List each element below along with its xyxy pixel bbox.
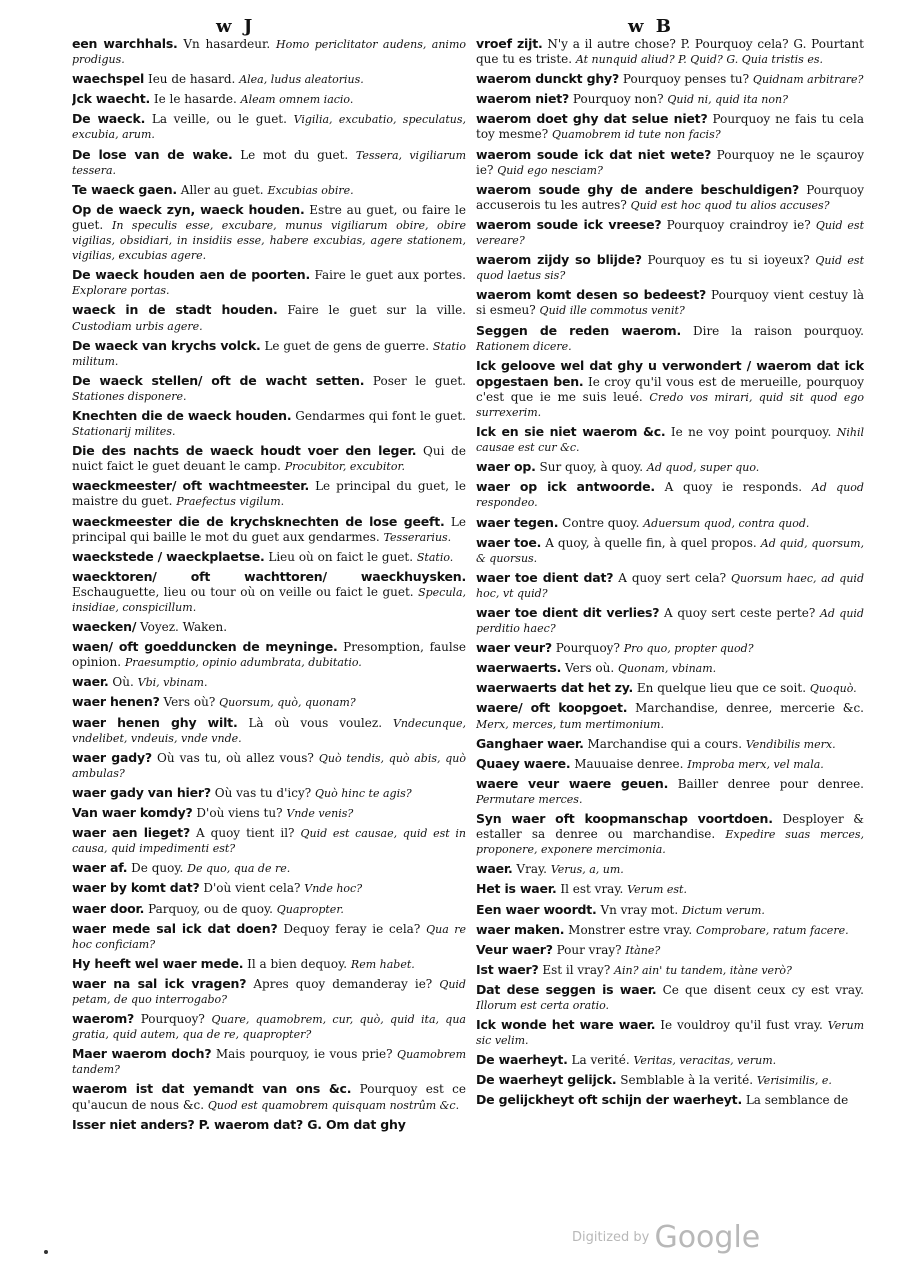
dictionary-entry <box>72 956 466 972</box>
entry-latin: Quidnam arbitrare? <box>752 73 864 87</box>
entry-french: Est il vray? <box>542 962 611 977</box>
entry-headword: waer tegen. <box>476 514 559 530</box>
entry-latin: Stationarij milites. <box>72 425 176 439</box>
entry-latin: Quamobrem id tute non facis? <box>552 128 721 142</box>
entry-latin: Quorsum haec, ad quid hoc, vt quid? <box>476 571 864 600</box>
dictionary-entry <box>72 338 466 369</box>
entry-latin: Ad quod respondeo. <box>476 481 864 510</box>
dictionary-entry <box>72 921 466 952</box>
entry-latin: Verum sic velim. <box>476 1019 864 1048</box>
entry-headword: waer toe dient dat? <box>476 569 614 585</box>
entry-french: Marchandise, denree, mercerie &c. <box>635 701 864 716</box>
entry-headword: Jck waecht. <box>72 91 151 107</box>
entry-latin: Rationem dicere. <box>476 339 572 353</box>
dictionary-entry <box>476 982 864 1013</box>
dictionary-entry <box>72 639 466 670</box>
entry-latin: Quamobrem tandem? <box>72 1048 466 1077</box>
entry-french: A quoy tient il? <box>196 826 295 841</box>
entry-french: Qui de nuict faict le guet deuant le camp. <box>72 444 466 474</box>
dictionary-entry <box>476 424 864 455</box>
entry-latin: Alea, ludus aleatorius. <box>239 73 364 87</box>
dictionary-entry <box>476 660 864 676</box>
entry-latin: Praesumptio, opinio adumbrata, dubitatio. <box>124 656 362 670</box>
entry-latin: Vigilia, excubatio, speculatus, excubia, arum. <box>72 113 466 142</box>
dictionary-entry <box>476 942 864 958</box>
entry-latin: Explorare portas. <box>72 284 170 298</box>
entry-latin: Ad quid, quorsum, & quorsus. <box>476 536 864 565</box>
dictionary-entry <box>72 805 466 821</box>
entry-latin: Quid ille commotus venit? <box>539 304 685 318</box>
entry-headword: De waeck. <box>72 111 146 127</box>
running-head-right: w B <box>628 16 674 37</box>
entry-headword: waeckstede / waeckplaetse. <box>72 548 265 564</box>
entry-latin: Verus, a, um. <box>550 863 624 877</box>
entry-headword: waerwaerts dat het zy. <box>476 680 634 696</box>
dictionary-entry <box>72 569 466 615</box>
entry-latin: Quid ni, quid ita non? <box>667 93 788 107</box>
watermark-digitized-by: Digitized by <box>572 1230 650 1245</box>
entry-french: La verité. <box>571 1053 630 1068</box>
entry-latin: Vndecunque, vndelibet, vndeuis, vnde vnde. <box>72 716 466 745</box>
entry-latin: Specula, insidiae, conspicillum. <box>72 585 466 614</box>
entry-headword: waer door. <box>72 900 145 916</box>
entry-headword: waer af. <box>72 860 128 876</box>
entry-headword: waer gady? <box>72 749 152 765</box>
entry-latin: Qua re hoc conficiam? <box>72 922 466 951</box>
entry-latin: Ad quod, super quo. <box>646 461 760 475</box>
entry-latin: Vnde hoc? <box>304 882 363 896</box>
dictionary-entry <box>72 91 466 107</box>
entry-headword: Ick en sie niet waerom &c. <box>476 424 666 440</box>
entry-headword: waer op ick antwoorde. <box>476 479 655 495</box>
dictionary-entry <box>476 479 864 510</box>
entry-headword: waeck in de stadt houden. <box>72 302 278 318</box>
entry-headword: De waeck stellen/ oft de wacht setten. <box>72 372 365 388</box>
google-watermark <box>572 1220 760 1255</box>
entry-headword: Te waeck gaen. <box>72 181 177 197</box>
entry-headword: Van waer komdy? <box>72 805 193 821</box>
entry-french: Mais pourquoy, ie vous prie? <box>215 1047 393 1062</box>
entry-french: Pourquoy accuserois tu les autres? <box>476 182 864 212</box>
entry-latin: Verisimilis, e. <box>756 1074 832 1088</box>
entry-french: Le guet de gens de guerre. <box>264 338 430 353</box>
entry-headword: waerom niet? <box>476 91 570 107</box>
entry-latin: Expedire suas merces, proponere, exponere mercimonia. <box>476 828 864 857</box>
dictionary-entry <box>476 459 864 475</box>
entry-french: En quelque lieu que ce soit. <box>636 681 807 696</box>
entry-headword: waer henen ghy wilt. <box>72 714 238 730</box>
entry-french: Estre au guet, ou faire le guet. <box>72 202 466 232</box>
entry-latin: Verum est. <box>627 883 687 897</box>
entry-french: Poser le guet. <box>372 373 466 388</box>
entry-latin: Quorsum, quò, quonam? <box>219 696 356 710</box>
entry-headword: waeckmeester die de krychsknechten de lose geeft. <box>72 513 445 529</box>
dictionary-entry <box>72 443 466 474</box>
entry-french: Mauuaise denree. <box>574 756 684 771</box>
entry-headword: Veur waer? <box>476 941 553 957</box>
dictionary-entry <box>476 217 864 248</box>
entry-latin: Quid est vereare? <box>476 218 864 248</box>
entry-french: Ie croy qu'il vous est de merueille, pourquoy c'est que ie me suis leué. <box>476 374 864 404</box>
entry-latin: Nihil causae est cur &c. <box>476 426 864 455</box>
entry-french: Le principal du guet, le maistre du guet. <box>72 479 466 509</box>
entry-french: Desployer & estaller sa denree ou marchandise. <box>476 812 864 842</box>
entry-latin: Tessera, vigiliarum tessera. <box>72 148 466 177</box>
entry-latin: At nunquid aliud? P. Quid? G. Quia tristis es. <box>575 53 823 67</box>
entry-headword: De waerheyt gelijck. <box>476 1072 617 1088</box>
entry-french: Pourquoy ne fais tu cela toy mesme? <box>476 112 864 142</box>
dictionary-entry <box>72 860 466 876</box>
entry-latin: Aduersum quod, contra quod. <box>643 516 810 530</box>
entry-latin: Veritas, veracitas, verum. <box>633 1054 777 1068</box>
entry-latin: Tesserarius. <box>383 530 452 544</box>
dictionary-entry <box>72 825 466 856</box>
entry-french: Eschauguette, lieu ou tour où on veille ou faict le guet. <box>72 584 414 599</box>
dictionary-entry <box>476 111 864 142</box>
entry-latin: Praefectus vigilum. <box>176 495 285 509</box>
dictionary-entry <box>476 680 864 696</box>
dictionary-entry <box>476 182 864 213</box>
dictionary-entry <box>72 514 466 545</box>
dictionary-entry <box>72 478 466 509</box>
entry-french: A quoy ie responds. <box>664 480 803 495</box>
dictionary-entry <box>72 619 466 635</box>
entry-headword: Maer waerom doch? <box>72 1046 212 1062</box>
entry-latin: Statio militum. <box>72 339 466 368</box>
entry-french: De quoy. <box>131 861 184 876</box>
entry-latin: Ain? ain' tu tandem, itàne verò? <box>614 963 792 977</box>
dictionary-entry <box>72 71 466 87</box>
entry-headword: waerom? <box>72 1011 135 1027</box>
dictionary-entry <box>476 640 864 656</box>
google-logo: Google <box>654 1220 761 1255</box>
dictionary-entry <box>72 408 466 439</box>
dictionary-entry <box>476 358 864 420</box>
entry-latin: Rem habet. <box>350 957 415 971</box>
dictionary-entry <box>476 756 864 772</box>
entry-french: Pourquoy est ce qu'aucun de nous &c. <box>72 1082 466 1112</box>
entry-french: A quoy, à quelle fin, à quel propos. <box>545 535 757 550</box>
entry-headword: waecken/ <box>72 619 137 635</box>
entry-french: Vn hasardeur. <box>183 37 271 51</box>
entry-headword: Het is waer. <box>476 881 557 897</box>
entry-latin: Excubias obire. <box>267 183 354 197</box>
entry-french: Pourquoy ne le sçauroy ie? <box>476 147 864 177</box>
entry-latin: Quid petam, de quo interrogabo? <box>72 977 466 1006</box>
entry-headword: waerom komt desen so bedeest? <box>476 287 707 303</box>
entry-headword: De lose van de wake. <box>72 146 233 162</box>
entry-latin: Quid est quod laetus sis? <box>476 254 864 283</box>
entry-french: Ie vouldroy qu'il fust vray. <box>660 1018 823 1033</box>
entry-latin: Illorum est certa oratio. <box>476 998 610 1012</box>
entry-headword: Ist waer? <box>476 961 539 977</box>
entry-headword: De waeck van krychs volck. <box>72 337 261 353</box>
dictionary-entry <box>476 535 864 566</box>
entry-latin: Vnde venis? <box>286 807 354 821</box>
entry-french: Voyez. Waken. <box>140 620 228 635</box>
dictionary-entry <box>476 861 864 877</box>
entry-headword: Dat dese seggen is waer. <box>476 981 657 997</box>
dictionary-entry <box>72 750 466 781</box>
entry-headword: waer na sal ick vragen? <box>72 975 247 991</box>
entry-headword: Syn waer oft koopmanschap voortdoen. <box>476 811 773 827</box>
entry-headword: Ick geloove wel dat ghy u verwondert / waerom dat ick opgestaen ben. <box>476 357 864 389</box>
entry-headword: waer aen lieget? <box>72 825 190 841</box>
dictionary-entry <box>476 902 864 918</box>
dictionary-entry <box>72 1046 466 1077</box>
entry-french: A quoy sert ceste perte? <box>664 606 816 620</box>
dictionary-entry <box>72 302 466 333</box>
entry-french: Où vas tu, où allez vous? <box>157 750 314 765</box>
entry-headword: waerom ist dat yemandt van ons &c. <box>72 1081 352 1097</box>
entry-headword: vroef zijt. <box>476 36 543 51</box>
entry-headword: waere/ oft koopgoet. <box>476 700 628 716</box>
entry-latin: Vbi, vbinam. <box>137 676 208 690</box>
entry-french: Pourquoy non? <box>572 92 664 107</box>
entry-headword: waerom soude ick vreese? <box>476 216 662 232</box>
running-head-left: w J <box>216 16 256 37</box>
entry-latin: Permutare merces. <box>476 792 583 806</box>
entry-french: Pourquoy? <box>555 641 620 656</box>
entry-latin: Stationes disponere. <box>72 389 187 403</box>
entry-french: Vers où. <box>565 661 615 676</box>
entry-headword: Quaey waere. <box>476 755 571 771</box>
entry-headword: waen/ oft goedduncken de meyninge. <box>72 639 338 655</box>
dictionary-entry <box>72 1081 466 1112</box>
entry-french: Dire la raison pourquoy. <box>692 323 864 338</box>
dictionary-entry <box>476 323 864 354</box>
entry-latin: Quapropter. <box>276 902 344 916</box>
entry-headword: De gelijckheyt oft schijn der waerheyt. <box>476 1092 742 1108</box>
dictionary-entry <box>72 111 466 142</box>
entry-latin: Quò hinc te agis? <box>314 786 412 800</box>
entry-headword: Isser niet anders? P. waerom dat? G. Om dat ghy <box>72 1116 406 1132</box>
entry-latin: Quid est hoc quod tu alios accuses? <box>630 198 830 212</box>
dictionary-entry <box>72 976 466 1007</box>
dictionary-entry <box>476 91 864 107</box>
entry-french: A quoy sert cela? <box>618 570 727 585</box>
entry-headword: waecktoren/ oft wachttoren/ waeckhuysken. <box>72 568 466 584</box>
entry-headword: Hy heeft wel waer mede. <box>72 955 244 971</box>
entry-latin: Aleam omnem iacio. <box>240 93 354 107</box>
entry-latin: Custodiam urbis agere. <box>72 319 203 333</box>
entry-latin: Itàne? <box>625 943 661 957</box>
entry-french: Dequoy feray ie cela? <box>283 921 421 936</box>
right-column <box>476 36 864 1246</box>
entry-french: Faire le guet aux portes. <box>314 268 466 283</box>
dictionary-entry <box>72 901 466 917</box>
entry-headword: waerom soude ghy de andere beschuldigen? <box>476 181 800 197</box>
entry-latin: De quo, qua de re. <box>187 862 291 876</box>
dictionary-entry <box>476 147 864 178</box>
dictionary-entry <box>72 674 466 690</box>
entry-latin: Merx, merces, tum mertimonium. <box>476 717 664 731</box>
entry-french: Pour vray? <box>556 942 622 957</box>
dictionary-entry <box>476 922 864 938</box>
entry-latin: Improba merx, vel mala. <box>687 757 824 771</box>
entry-latin: Procubitor, excubitor. <box>284 460 405 474</box>
dictionary-entry <box>72 1011 466 1042</box>
entry-headword: De waerheyt. <box>476 1052 568 1068</box>
left-column <box>72 36 466 1246</box>
entry-french: Lieu où on faict le guet. <box>268 549 414 564</box>
dictionary-entry <box>72 880 466 896</box>
entry-french: Semblable à la verité. <box>620 1073 754 1088</box>
dictionary-entry <box>476 287 864 318</box>
dictionary-entry <box>476 515 864 531</box>
entry-french: Aller au guet. <box>180 182 264 197</box>
entry-headword: waer henen? <box>72 694 160 710</box>
entry-headword: een warchhals. <box>72 36 178 51</box>
dictionary-entry <box>476 570 864 601</box>
entry-french: Faire le guet sur la ville. <box>287 303 466 318</box>
entry-headword: Ganghaer waer. <box>476 735 584 751</box>
dictionary-entry <box>476 736 864 752</box>
entry-french: Ce que disent ceux cy est vray. <box>662 982 864 997</box>
entry-french: Pourquoy penses tu? <box>622 72 750 87</box>
entry-french: Contre quoy. <box>562 515 640 530</box>
dictionary-entry <box>72 147 466 178</box>
entry-french: Vers où? <box>163 695 216 710</box>
entry-french: N'y a il autre chose? P. Pourquoy cela? G. Pourtant que tu es triste. <box>476 37 864 67</box>
entry-headword: waer. <box>72 674 109 690</box>
entry-headword: Knechten die de waeck houden. <box>72 407 292 423</box>
entry-french: Où vas tu d'icy? <box>214 785 312 800</box>
entry-french: Pourquoy es tu si ioyeux? <box>647 253 810 268</box>
entry-latin: Quid ego nesciam? <box>497 163 603 177</box>
entry-french: Marchandise qui a cours. <box>587 736 743 751</box>
entry-french: Vn vray mot. <box>600 902 679 917</box>
entry-headword: waerom dunckt ghy? <box>476 71 620 87</box>
entry-headword: waerwaerts. <box>476 660 562 676</box>
entry-headword: waeckmeester/ oft wachtmeester. <box>72 478 310 494</box>
entry-latin: Quod est quamobrem quisquam nostrûm &c. <box>207 1098 460 1112</box>
entry-latin: Dictum verum. <box>681 903 765 917</box>
dictionary-entry <box>72 36 466 67</box>
entry-latin: Homo periclitator audens, animo prodigus. <box>72 38 466 67</box>
entry-french: Ie ne voy point pourquoy. <box>670 425 832 440</box>
entry-french: Gendarmes qui font le guet. <box>295 408 466 423</box>
entry-headword: waer toe. <box>476 534 542 550</box>
entry-french: Apres quoy demanderay ie? <box>253 976 433 991</box>
entry-french: Parquoy, ou de quoy. <box>148 901 273 916</box>
entry-headword: waerom zijdy so blijde? <box>476 252 642 268</box>
entry-french: La semblance de <box>745 1093 849 1108</box>
entry-french: La veille, ou le guet. <box>151 112 287 127</box>
entry-latin: Quò tendis, quò abis, quò ambulas? <box>72 751 466 780</box>
entry-headword: Op de waeck zyn, waeck houden. <box>72 201 305 217</box>
entry-french: Le mot du guet. <box>240 147 349 162</box>
entry-french: Vray. <box>516 862 547 877</box>
entry-latin: Ad quid perditio haec? <box>476 607 864 636</box>
entry-headword: waer maken. <box>476 921 565 937</box>
dictionary-entry <box>476 252 864 283</box>
entry-french: Là où vous voulez. <box>248 715 383 730</box>
dictionary-entry <box>476 1017 864 1048</box>
entry-french: Sur quoy, à quoy. <box>539 460 644 475</box>
dictionary-entry <box>476 1052 864 1068</box>
dictionary-entry <box>476 605 864 636</box>
dictionary-entry <box>476 811 864 857</box>
dictionary-entry <box>72 715 466 746</box>
entry-latin: In speculis esse, excubare, munus vigiliarum obire, obire vigilias, obsidiari, in insidiis esse, habere excubias, agere stationem, vigilias, excubias agere. <box>72 218 466 263</box>
page-header <box>0 16 918 38</box>
entry-french: Ie le hasarde. <box>153 92 237 107</box>
dictionary-entry <box>476 71 864 87</box>
dictionary-entry <box>476 1072 864 1088</box>
entry-french: Bailler denree pour denree. <box>677 776 864 791</box>
entry-latin: Quare, quamobrem, cur, quò, quid ita, qua gratia, quid autem, qua de re, quapropter? <box>72 1013 466 1042</box>
dictionary-entry <box>72 785 466 801</box>
entry-headword: Seggen de reden waerom. <box>476 322 682 338</box>
entry-headword: waer. <box>476 861 513 877</box>
entry-latin: Vendibilis merx. <box>745 737 836 751</box>
dictionary-entry <box>72 549 466 565</box>
dictionary-entry <box>72 202 466 263</box>
dictionary-entry <box>72 694 466 710</box>
dictionary-entry <box>476 700 864 731</box>
entry-headword: Ick wonde het ware waer. <box>476 1017 656 1033</box>
entry-headword: waechspel <box>72 71 145 87</box>
entry-latin: Pro quo, propter quod? <box>623 642 754 656</box>
dictionary-entry <box>476 36 864 67</box>
entry-headword: waerom soude ick dat niet wete? <box>476 146 712 162</box>
entry-headword: waer by komt dat? <box>72 880 200 896</box>
entry-french: Il a bien dequoy. <box>247 956 348 971</box>
entry-french: Monstrer estre vray. <box>568 922 693 937</box>
dictionary-entry <box>476 962 864 978</box>
entry-latin: Credo vos mirari, quid sit quod ego surrexerim. <box>476 390 864 419</box>
entry-french: Il est vray. <box>560 882 624 897</box>
dictionary-entry <box>72 182 466 198</box>
entry-french: D'où viens tu? <box>196 806 283 821</box>
entry-french: Pourquoy vient cestuy là si esmeu? <box>476 288 864 318</box>
dictionary-entry <box>72 373 466 404</box>
entry-french: Presomption, faulse opinion. <box>72 640 466 670</box>
entry-french: Pourquoy craindroy ie? <box>666 217 811 232</box>
entry-french: D'où vient cela? <box>203 881 301 896</box>
entry-headword: Die des nachts de waeck houdt voer den leger. <box>72 443 417 459</box>
entry-french: Ieu de hasard. <box>147 72 236 87</box>
entry-headword: waer gady van hier? <box>72 784 211 800</box>
entry-latin: Quid est causae, quid est in causa, quid impedimenti est? <box>72 827 466 856</box>
ink-speck <box>44 1250 48 1254</box>
dictionary-entry <box>476 776 864 807</box>
entry-latin: Quoquò. <box>809 682 857 696</box>
entry-latin: Statio. <box>416 550 454 564</box>
entry-headword: waere veur waere geuen. <box>476 775 669 791</box>
dictionary-entry <box>72 1117 466 1133</box>
entry-latin: Comprobare, ratum facere. <box>696 923 849 937</box>
dictionary-entry <box>476 1092 864 1108</box>
entry-headword: waerom doet ghy dat selue niet? <box>476 111 708 127</box>
entry-headword: waer toe dient dit verlies? <box>476 605 660 620</box>
entry-headword: waer veur? <box>476 640 552 656</box>
entry-french: Où. <box>112 675 134 690</box>
entry-headword: De waeck houden aen de poorten. <box>72 267 311 283</box>
entry-headword: Een waer woordt. <box>476 901 597 917</box>
entry-headword: waer op. <box>476 459 536 475</box>
dictionary-entry <box>72 267 466 298</box>
entry-latin: Quonam, vbinam. <box>618 662 717 676</box>
entry-french: Pourquoy? <box>140 1012 205 1027</box>
entry-headword: waer mede sal ick dat doen? <box>72 920 278 936</box>
dictionary-entry <box>476 881 864 897</box>
entry-french: Le principal qui baille le mot du guet aux gendarmes. <box>72 514 466 544</box>
